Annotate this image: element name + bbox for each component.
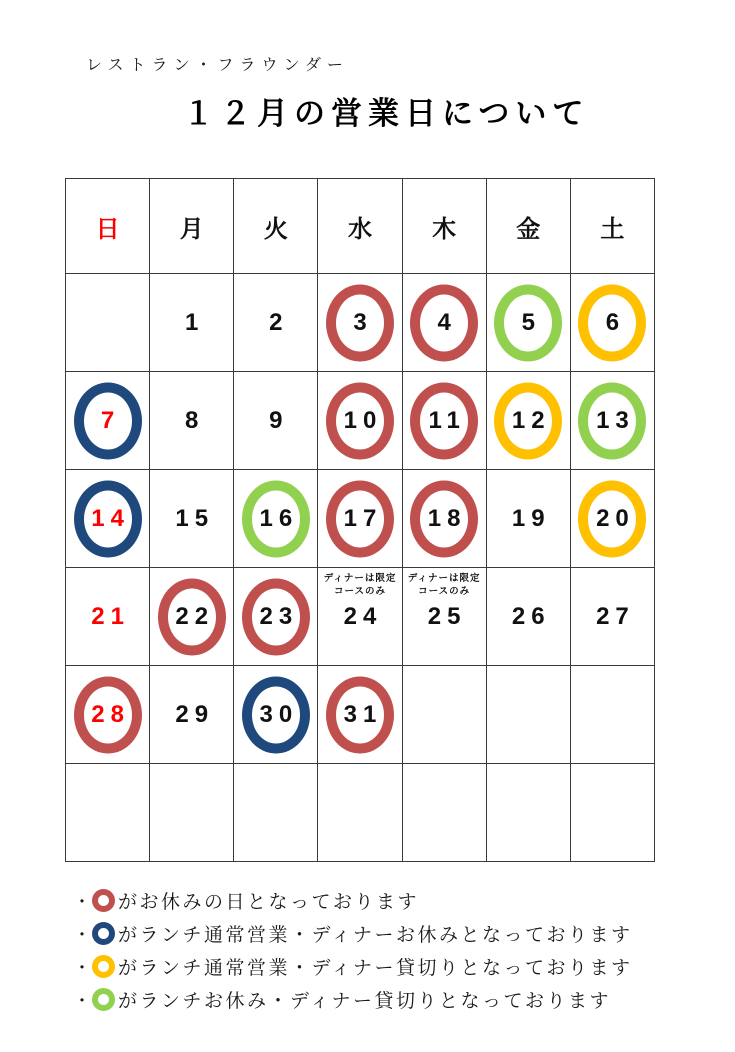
day-number: 25 — [427, 602, 467, 630]
day-number: 22 — [175, 602, 215, 630]
calendar-day-cell-24 — [318, 568, 402, 666]
day-number: 11 — [428, 406, 466, 434]
calendar-cell-content — [571, 568, 654, 665]
day-number: 16 — [259, 504, 299, 532]
calendar-empty-cell — [66, 764, 150, 862]
day-number: 19 — [511, 504, 551, 532]
calendar-cell-content — [66, 274, 149, 371]
red-ring-icon — [92, 889, 115, 912]
legend-bullet: ・ — [73, 990, 91, 1011]
calendar-empty-cell — [486, 666, 570, 764]
day-header-thu: 木 — [402, 179, 486, 274]
legend-text: がランチお休み・ディナー貸切りとなっております — [118, 991, 611, 1012]
calendar-empty-cell — [402, 666, 486, 764]
calendar-cell-content — [66, 372, 149, 469]
calendar-cell-content — [403, 764, 486, 861]
day-number: 3 — [353, 308, 373, 336]
calendar-cell-content — [571, 764, 654, 861]
calendar-cell-content — [571, 372, 654, 469]
calendar-cell-content — [66, 764, 149, 861]
calendar-cell-content — [487, 274, 570, 371]
calendar-day-cell-9 — [234, 372, 318, 470]
legend-text: がランチ通常営業・ディナーお休みとなっております — [118, 925, 633, 946]
day-header-mon: 月 — [150, 179, 234, 274]
calendar-day-cell-3 — [318, 274, 402, 372]
calendar-cell-content — [66, 470, 149, 567]
day-header-sat: 土 — [570, 179, 654, 274]
legend-text: がお休みの日となっております — [118, 892, 420, 913]
calendar-week-4 — [66, 568, 655, 666]
day-number: 26 — [511, 602, 551, 630]
calendar-cell-content — [403, 568, 486, 665]
calendar-cell-content — [403, 372, 486, 469]
calendar-cell-content — [150, 764, 233, 861]
calendar-cell-content — [318, 568, 401, 665]
restaurant-name: レストラン・フラウンダー — [86, 57, 349, 74]
calendar-cell-content — [487, 764, 570, 861]
calendar-day-cell-10 — [318, 372, 402, 470]
calendar-cell-content — [150, 568, 233, 665]
calendar-cell-content — [234, 470, 317, 567]
calendar-cell-content — [66, 666, 149, 763]
calendar-cell-content — [487, 470, 570, 567]
day-number: 27 — [596, 602, 635, 630]
legend-item-blue — [73, 917, 632, 950]
calendar-day-cell-11 — [402, 372, 486, 470]
calendar-cell-content — [318, 372, 401, 469]
calendar-empty-cell — [570, 666, 654, 764]
day-number: 14 — [91, 504, 130, 532]
blue-ring-icon — [92, 922, 115, 945]
calendar-cell-content — [571, 666, 654, 763]
calendar-day-cell-21 — [66, 568, 150, 666]
day-number: 20 — [596, 504, 635, 532]
calendar-cell-content — [234, 764, 317, 861]
calendar-empty-cell — [66, 274, 150, 372]
calendar-day-cell-31 — [318, 666, 402, 764]
calendar-cell-content — [234, 568, 317, 665]
calendar-cell-content — [150, 666, 233, 763]
calendar-cell-content — [66, 568, 149, 665]
calendar-day-cell-19 — [486, 470, 570, 568]
day-number: 6 — [605, 308, 626, 336]
legend-bullet: ・ — [73, 891, 91, 912]
calendar-empty-cell — [570, 764, 654, 862]
calendar-week-6 — [66, 764, 655, 862]
calendar-day-cell-2 — [234, 274, 318, 372]
calendar-week-2 — [66, 372, 655, 470]
calendar-cell-content — [318, 764, 401, 861]
legend — [73, 884, 632, 1016]
calendar-day-cell-27 — [570, 568, 654, 666]
calendar-day-cell-22 — [150, 568, 234, 666]
day-number: 2 — [269, 308, 289, 336]
green-ring-icon — [92, 988, 115, 1011]
calendar-day-cell-30 — [234, 666, 318, 764]
calendar-day-cell-15 — [150, 470, 234, 568]
day-number: 29 — [175, 700, 215, 728]
calendar-cell-content — [318, 470, 401, 567]
legend-bullet: ・ — [73, 957, 91, 978]
day-number: 13 — [596, 406, 635, 434]
day-number: 12 — [511, 406, 551, 434]
day-number: 5 — [521, 308, 541, 336]
day-number: 17 — [343, 504, 383, 532]
day-number: 1 — [185, 308, 205, 336]
legend-item-red — [73, 884, 632, 917]
calendar-cell-content — [234, 666, 317, 763]
day-number: 23 — [259, 602, 299, 630]
calendar-week-5 — [66, 666, 655, 764]
calendar-day-cell-26 — [486, 568, 570, 666]
calendar-day-cell-25 — [402, 568, 486, 666]
calendar-cell-content — [150, 372, 233, 469]
calendar-cell-content — [487, 666, 570, 763]
legend-text: がランチ通常営業・ディナー貸切りとなっております — [118, 958, 633, 979]
calendar-day-cell-6 — [570, 274, 654, 372]
day-of-week-header-row — [66, 179, 655, 274]
calendar-empty-cell — [402, 764, 486, 862]
day-number: 7 — [100, 406, 121, 434]
calendar-empty-cell — [318, 764, 402, 862]
calendar-day-cell-20 — [570, 470, 654, 568]
limited-course-note: ディナーは限定 コースのみ — [407, 573, 481, 597]
day-header-tue: 火 — [234, 179, 318, 274]
day-number: 8 — [185, 406, 205, 434]
calendar-cell-content — [318, 666, 401, 763]
legend-bullet: ・ — [73, 924, 91, 945]
calendar-cell-content — [150, 470, 233, 567]
day-number: 15 — [175, 504, 215, 532]
calendar-cell-content — [234, 372, 317, 469]
day-header-sun: 日 — [66, 179, 150, 274]
calendar-cell-content — [487, 372, 570, 469]
day-number: 9 — [269, 406, 289, 434]
day-number: 30 — [259, 700, 299, 728]
calendar-empty-cell — [234, 764, 318, 862]
day-number: 31 — [343, 700, 383, 728]
calendar-day-cell-13 — [570, 372, 654, 470]
calendar-empty-cell — [150, 764, 234, 862]
calendar-cell-content — [318, 274, 401, 371]
day-number: 24 — [343, 602, 383, 630]
calendar-week-1 — [66, 274, 655, 372]
calendar-day-cell-7 — [66, 372, 150, 470]
calendar-cell-content — [150, 274, 233, 371]
calendar-day-cell-1 — [150, 274, 234, 372]
day-number: 4 — [437, 308, 457, 336]
legend-item-yellow — [73, 950, 632, 983]
calendar-day-cell-12 — [486, 372, 570, 470]
calendar-day-cell-14 — [66, 470, 150, 568]
yellow-ring-icon — [92, 955, 115, 978]
calendar-cell-content — [571, 274, 654, 371]
calendar-cell-content — [234, 274, 317, 371]
calendar-day-cell-29 — [150, 666, 234, 764]
calendar-cell-content — [571, 470, 654, 567]
day-header-fri: 金 — [486, 179, 570, 274]
calendar-day-cell-28 — [66, 666, 150, 764]
calendar-cell-content — [403, 274, 486, 371]
december-calendar-table — [65, 178, 655, 862]
calendar-week-3 — [66, 470, 655, 568]
calendar-day-cell-4 — [402, 274, 486, 372]
day-number: 18 — [427, 504, 467, 532]
calendar-day-cell-5 — [486, 274, 570, 372]
page-title: １２月の営業日について — [183, 96, 590, 131]
calendar-day-cell-18 — [402, 470, 486, 568]
limited-course-note: ディナーは限定 コースのみ — [323, 573, 397, 597]
calendar-cell-content — [403, 666, 486, 763]
day-number: 21 — [91, 602, 130, 630]
calendar-day-cell-17 — [318, 470, 402, 568]
calendar-day-cell-23 — [234, 568, 318, 666]
calendar-day-cell-8 — [150, 372, 234, 470]
calendar-empty-cell — [486, 764, 570, 862]
calendar-day-cell-16 — [234, 470, 318, 568]
legend-item-green — [73, 983, 632, 1016]
day-header-wed: 水 — [318, 179, 402, 274]
day-number: 10 — [343, 406, 383, 434]
day-number: 28 — [91, 700, 130, 728]
calendar-cell-content — [403, 470, 486, 567]
calendar-cell-content — [487, 568, 570, 665]
